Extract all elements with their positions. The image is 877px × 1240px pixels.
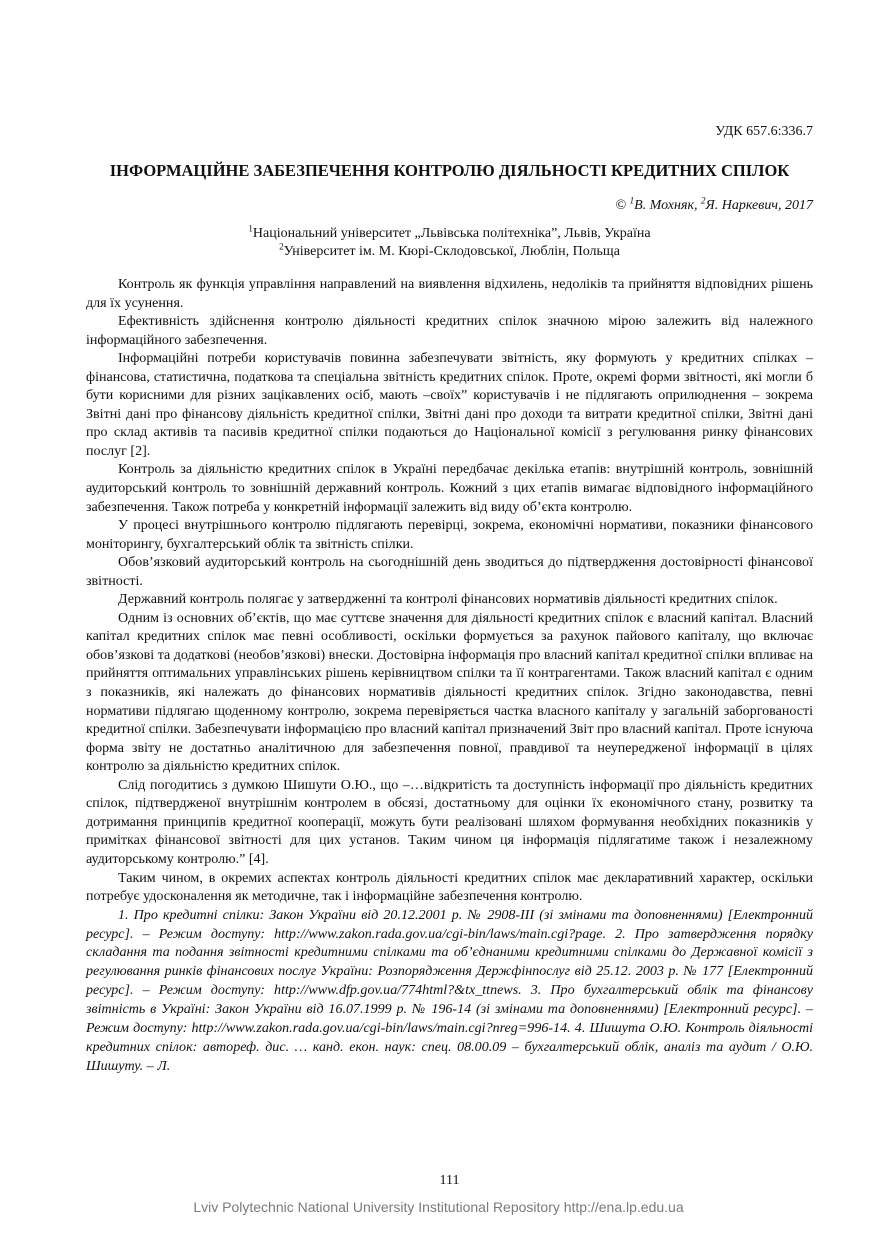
body-text (86, 275, 813, 1076)
affiliation-1-text: Національний університет „Львівська політехніка”, Львів, Україна (252, 226, 651, 241)
affiliation-2 (86, 243, 813, 261)
author2-sup: 2 (701, 195, 706, 206)
affiliation-2-sup: 2 (279, 241, 284, 252)
reference-3: 3. Про бухгалтерський облік та фінансову звітність в Україні: Закон України від 16.07.1999 р. № 196-14 (зі змінами та доповненнями) [Електронний ресурс]. – Режим доступу: http://www.zakon.rada.gov.ua/cgi-bin/laws/main.cgi?nreg=996-14. (86, 982, 813, 1037)
reference-1: 1. Про кредитні спілки: Закон України від 20.12.2001 р. № 2908-ІІІ (зі змінами та доповненнями) [Електронний ресурс]. – Режим доступу: http://www.zakon.rada.gov.ua/cgi-bin/laws/main.cgi?page. (86, 906, 813, 942)
affiliation-1 (86, 225, 813, 243)
paragraph: Обов’язковий аудиторський контроль на сьогоднішній день зводиться до підтвердження достовірності фінансової звітності. (86, 554, 813, 589)
affiliation-1-sup: 1 (248, 223, 253, 234)
udc-code: УДК 657.6:336.7 (715, 124, 813, 139)
reference-4: 4. Шишута О.Ю. Контроль діяльності кредитних спілок: автореф. дис. … канд. екон. наук: спец. 08.00.09 – бухгалтерський облік, аналіз та аудит / О.Ю. Шишуту. – Л. (86, 1020, 814, 1074)
paragraph: Інформаційні потреби користувачів повинна забезпечувати звітність, яку формують у кредитних спілках – фінансова, статистична, податкова та спеціальна звітність кредитних спілок. Проте, окремі форми звітності, які могли б бути корисними для різних зацікавлених осіб, мають –своїх” користувачів і не підлягають оприлюднення – зокрема Звітні дані про фінансову діяльність кредитної спілки, Звітні дані про доходи та витрати кредитної спілки, Звітні дані про склад активів та пасивів кредитної спілки подаються до Національної комісії з регулювання ринку фінансових послуг [2]. (86, 350, 813, 459)
paragraph: Слід погодитись з думкою Шишути О.Ю., що –…відкритість та доступність інформації про діяльність кредитних спілок, підтвердженої внутрішнім контролем в обсязі, достатньому для оцінки їх економічного стану, розвитку та дотримання принципів кредитної кооперації, можуть бути реалізовані шляхом формування необхідних показників у примітках фінансової звітності для цих установ. Таким чином ця інформація підлягатиме також і незалежному аудиторському контролю.” [4]. (86, 776, 813, 867)
author1: В. Мохняк, (634, 198, 702, 213)
paragraph: Контроль як функція управління направлений на виявлення відхилень, недоліків та прийняття відповідних рішень для їх усунення. (86, 276, 813, 311)
author2: Я. Наркевич, 2017 (705, 198, 813, 213)
page-number: 111 (439, 1173, 460, 1188)
paper-title: ІНФОРМАЦІЙНЕ ЗАБЕЗПЕЧЕННЯ КОНТРОЛЮ ДІЯЛЬНОСТІ КРЕДИТНИХ СПІЛОК (109, 161, 790, 180)
copyright-prefix: © (615, 198, 630, 213)
paragraph: Державний контроль полягає у затвердженні та контролі фінансових нормативів діяльності кредитних спілок. (118, 591, 778, 608)
reference-2: 2. Про затвердження порядку складання та подання звітності кредитними спілками та об’єднаними кредитними спілками до Державної комісії з регулювання ринків фінансових послуг України: Розпорядження Держфінпослуг від 25.12. 2003 р. № 177 [Електронний ресурс]. – Режим доступу: http://www.dfp.gov.ua/774html?&tx_ttnews. (86, 925, 813, 999)
references (86, 906, 813, 1076)
affiliation-2-text: Університет ім. М. Кюрі-Склодовської, Люблін, Польща (283, 244, 620, 259)
author1-sup: 1 (629, 195, 635, 206)
paper-page (86, 0, 813, 1240)
paragraph: Таким чином, в окремих аспектах контроль діяльності кредитних спілок має декларативний характер, оскільки потребує удосконалення як методичне, так і інформаційне забезпечення контролю. (86, 869, 813, 905)
paragraph: У процесі внутрішнього контролю підлягають перевірці, зокрема, економічні нормативи, показники фінансового моніторингу, бухгалтерський облік та звітність спілки. (86, 517, 813, 552)
authors-line (615, 197, 813, 215)
paragraph: Ефективність здійснення контролю діяльності кредитних спілок значною мірою залежить від належного інформаційного забезпечення. (86, 313, 813, 348)
repository-footer: Lviv Polytechnic National University Institutional Repository http://ena.lp.edu.ua (193, 1199, 684, 1215)
paragraph: Контроль за діяльністю кредитних спілок в Україні передбачає декілька етапів: внутрішній контроль, зовнішній аудиторський контроль то зовнішній державний контроль. Кожний з цих етапів вимагає відповідного інформаційного забезпечення. Також потреба у конкретній інформації залежить від виду об’єкта контролю. (86, 461, 813, 515)
paragraph: Одним із основних об’єктів, що має суттєве значення для діяльності кредитних спілок є власний капітал. Власний капітал кредитних спілок має певні особливості, оскільки формується за рахунок пайового капіталу, що включає обов’язкові та додаткові (необов’язкові) внески. Достовірна інформація про власний капітал кредитної спілки впливає на прийняття оптимальних управлінських рішень керівництвом спілки та її контрагентами. Також власний капітал є одним з показників, які належать до фінансових нормативів діяльності кредитних спілок. Згідно законодавства, певні нормативи підлягаю щоденному контролю, зокрема перевіряється частка власного капіталу у загальній заборгованості кредитної спілки. Забезпечувати інформацією про власний капітал призначений Звіт про власний капітал. Проте існуюча форма звіту не достатньо аналітичною для забезпечення повної, правдивої та неупередженої інформації в цілях контролю за діяльністю кредитних спілок. (86, 609, 813, 775)
affiliations (86, 225, 813, 261)
